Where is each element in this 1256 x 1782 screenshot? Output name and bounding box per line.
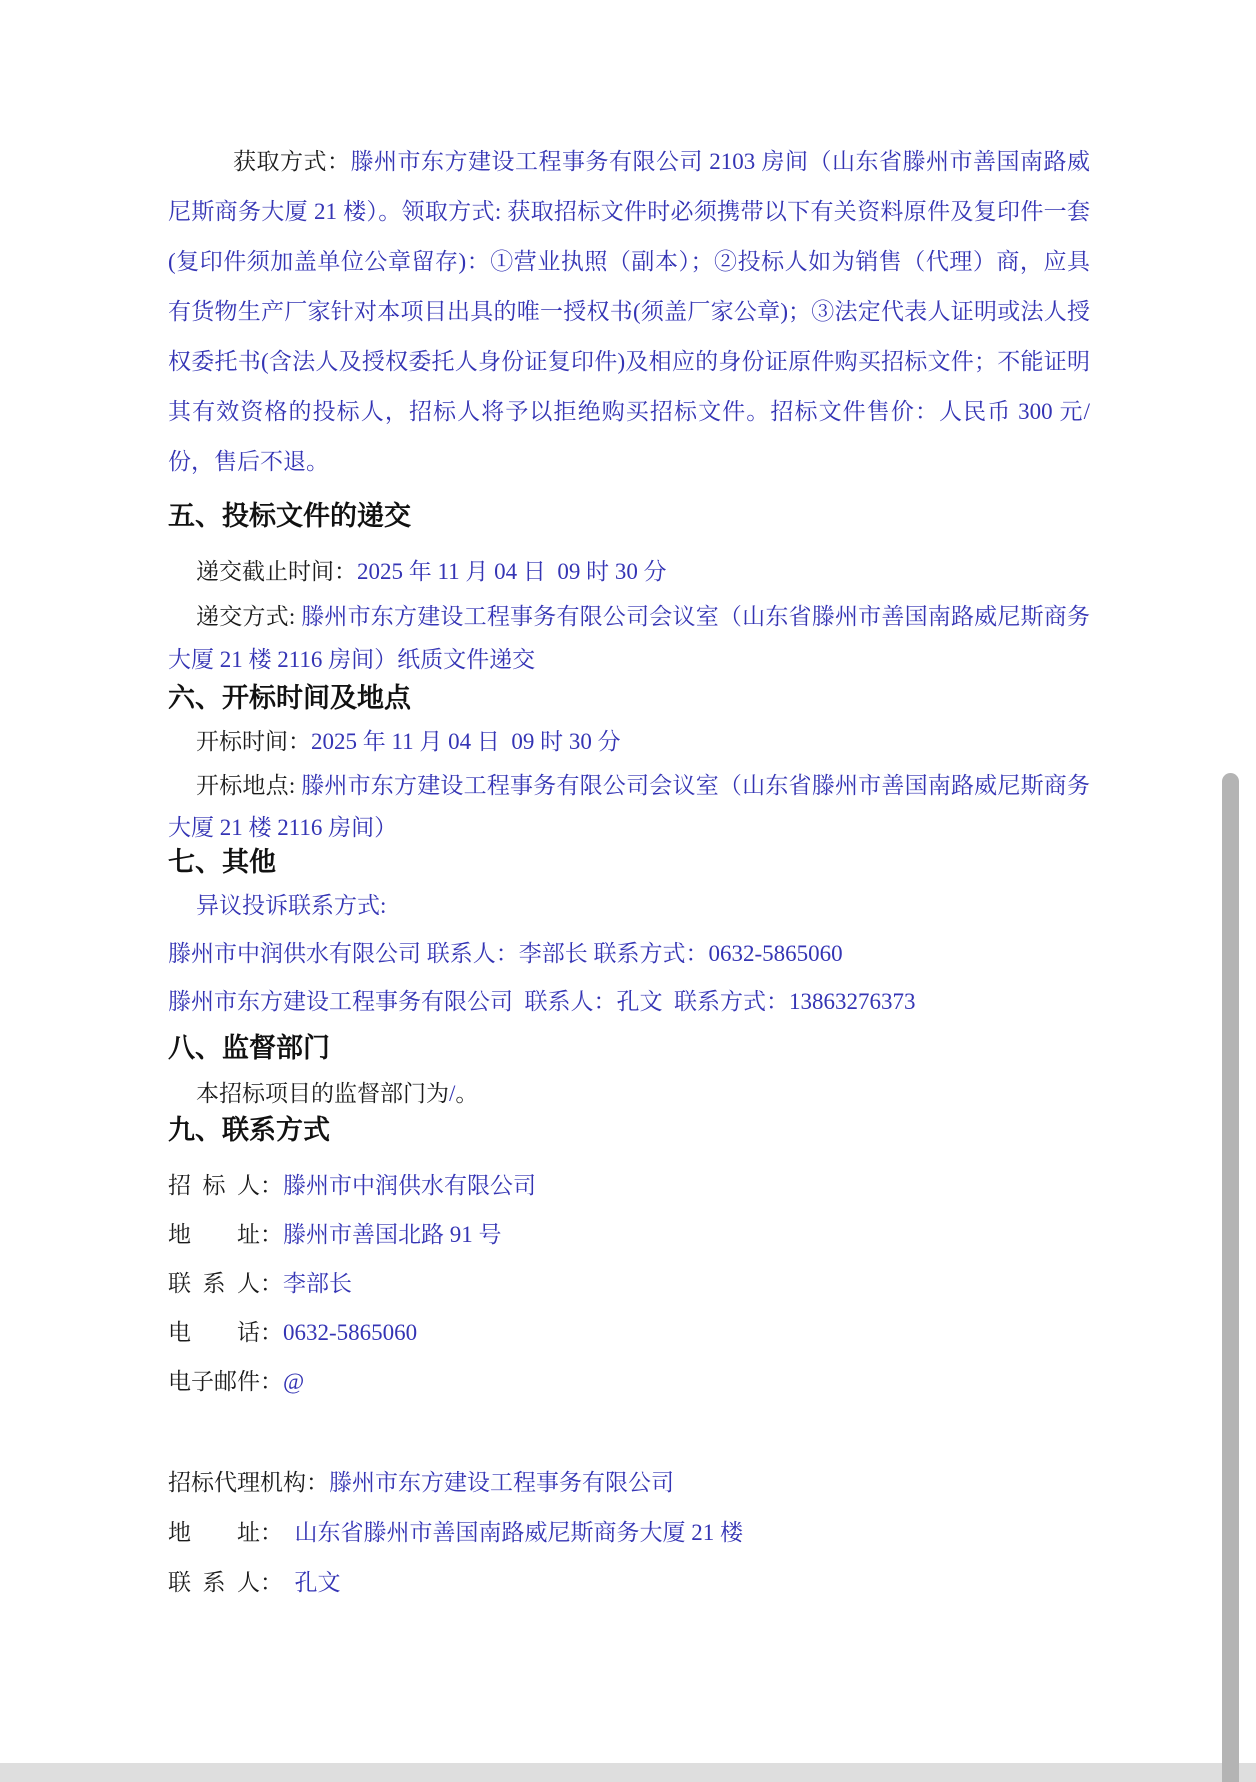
opening-place-value: 滕州市东方建设工程事务有限公司会议室（山东省滕州市善国南路威尼斯商务大厦 21 楼 2116 房间）: [168, 773, 1091, 840]
opening-place-line: [168, 765, 1090, 849]
submission-deadline-line: [168, 549, 1090, 595]
intro-paragraph: [168, 0, 1090, 487]
agency-address-row: 地 址： 山东省滕州市善国南路威尼斯商务大厦 21 楼: [168, 1520, 743, 1545]
section5-heading: 五、投标文件的递交: [168, 501, 411, 531]
tenderer-contact-person-row: 联 系 人：李部长: [168, 1271, 352, 1296]
agency-contact-person-row: 联 系 人： 孔文: [168, 1570, 341, 1595]
supervision-line: 本招标项目的监督部门为/。: [196, 1081, 479, 1106]
document-content: [168, 0, 1090, 1608]
submission-method-line: [168, 595, 1090, 681]
tenderer-contact-block: [168, 1161, 1090, 1406]
section8-heading: 八、监督部门: [168, 1033, 330, 1063]
section9-heading: 九、联系方式: [168, 1115, 330, 1145]
opening-time-value: 2025 年 11 月 04 日 09 时 30 分: [311, 729, 621, 754]
method-label: 递交方式:: [196, 604, 302, 629]
agency-name-row: 招标代理机构：滕州市东方建设工程事务有限公司: [168, 1470, 674, 1495]
agency-contact-block: [168, 1458, 1090, 1608]
opening-place-label: 开标地点:: [196, 773, 302, 798]
tenderer-address-row: 地 址：滕州市善国北路 91 号: [168, 1222, 502, 1247]
page-bottom-gap: [0, 1763, 1256, 1782]
objection-contact-line-2: 滕州市东方建设工程事务有限公司 联系人：孔文 联系方式：13863276373: [168, 989, 916, 1014]
section7-heading: 七、其他: [168, 847, 276, 877]
objection-contact-title: 异议投诉联系方式:: [196, 893, 387, 918]
method-value: 滕州市东方建设工程事务有限公司会议室（山东省滕州市善国南路威尼斯商务大厦 21 楼 2116 房间）纸质文件递交: [168, 604, 1091, 672]
opening-time-label: 开标时间：: [196, 729, 311, 754]
tenderer-email-row: 电子邮件：@: [168, 1369, 305, 1394]
intro-text: 滕州市东方建设工程事务有限公司 2103 房间（山东省滕州市善国南路威尼斯商务大厦 21 楼）。领取方式: 获取招标文件时必须携带以下有关资料原件及复印件一套(复印件须加盖单位公章留存)：①营业执照（副本）；②投标人如为销售（代理）商，应具有货物生产厂家针对本项目出具的唯一授权书(须盖厂家公章)；③法定代表人证明或法人授权委托书(含法人及授权委托人身份证复印件)及相应的身份证原件购买招标文件；不能证明其有效资格的投标人，招标人将予以拒绝购买招标文件。招标文件售价：人民币 300 元/份，售后不退。: [168, 149, 1090, 474]
tenderer-phone-row: 电 话：0632-5865060: [168, 1320, 418, 1345]
deadline-value: 2025 年 11 月 04 日 09 时 30 分: [357, 559, 667, 584]
intro-label: 获取方式：: [233, 149, 351, 174]
objection-contact-line-1: 滕州市中润供水有限公司 联系人：李部长 联系方式：0632-5865060: [168, 941, 843, 966]
opening-time-line: [168, 719, 1090, 765]
deadline-label: 递交截止时间：: [196, 559, 357, 584]
tenderer-name-row: 招 标 人：滕州市中润供水有限公司: [168, 1173, 536, 1198]
section6-heading: 六、开标时间及地点: [168, 683, 411, 713]
scrollbar-thumb[interactable]: [1222, 773, 1239, 1782]
